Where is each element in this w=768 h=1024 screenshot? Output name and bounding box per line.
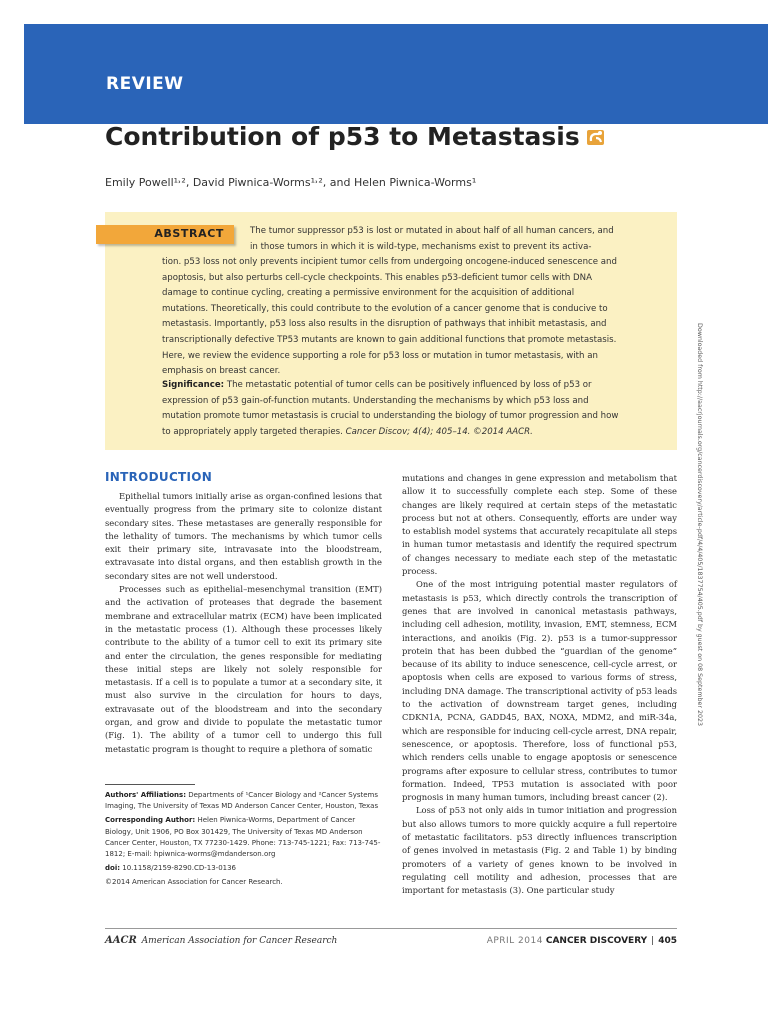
article-title xyxy=(105,122,606,151)
right-column xyxy=(402,472,677,898)
page-number: 405 xyxy=(658,936,677,946)
left-column xyxy=(105,490,382,756)
footnotes xyxy=(105,790,382,892)
footer-divider xyxy=(105,928,677,929)
aacr-logo xyxy=(105,935,337,946)
page-folio xyxy=(487,936,677,946)
doi-note: doi: 10.1158/2159-8290.CD-13-0136 xyxy=(105,864,237,873)
folio-separator: | xyxy=(651,936,655,946)
download-notice: Downloaded from http://aacrjournals.org/cancerdiscovery/article-pdf/4/4/405/1837754/405.pdf by guest on 08 September 2023 xyxy=(696,323,703,726)
significance-label: Significance: xyxy=(162,380,225,390)
corresponding-author-note: Corresponding Author: Helen Piwnica-Worms, Department of Cancer Biology, Unit 1906, PO Box 301429, The University of Texas MD Anderson Cancer Center, Houston, TX 77230-1429. Phone: 713-745-1221; Fax: 713-745-1812; E-mail: hpiwnica-worms@mdanderson.org xyxy=(105,816,381,859)
significance-paragraph xyxy=(162,378,622,440)
open-access-icon xyxy=(586,127,606,147)
footnote-divider xyxy=(105,784,195,785)
section-label: REVIEW xyxy=(106,74,184,94)
paragraph: mutations and changes in gene expression and metabolism that allow it to successfully complete each step. Some of these changes are likely required at certain steps of the metastatic process but not at others. Consequently, efforts are under way to establish model systems that accurately recapitulate all steps in human tumor metastasis and identify the required spectrum of changes necessary to mediate each step of the metastatic process. xyxy=(402,473,677,577)
journal-name: CANCER DISCOVERY xyxy=(545,936,648,946)
doi-link[interactable]: 10.1158/2159-8290.CD-13-0136 xyxy=(122,864,237,873)
paragraph: Epithelial tumors initially arise as organ-confined lesions that eventually progress from the primary site to colonize distant secondary sites. These metastases are generally responsible for the lethality of tumors. The mechanisms by which tumor cells exit their primary site, intravasate into the bloodstream, extravasate into distal organs, and then establish growth in the secondary sites are not well understood. xyxy=(105,491,382,581)
aacr-logo-text: American Association for Cancer Research xyxy=(141,936,338,946)
header-banner xyxy=(24,24,768,124)
article-title-text: Contribution of p53 to Metastasis xyxy=(105,122,580,151)
paragraph: One of the most intriguing potential master regulators of metastasis is p53, which directly controls the transcription of genes that are involved in canonical metastasis pathways, including cell adhesion, motility, invasion, EMT, stemness, ECM interactions, and anoikis (Fig. 2). p53 is a tumor-suppressor protein that has been dubbed the “guardian of the genome” because of its ability to induce senescence, cell-cycle arrest, or apoptosis when cells are exposed to various forms of stress, including DNA damage. The transcriptional activity of p53 leads to the activation of downstream target genes, including CDKN1A, PCNA, GADD45, BAX, NOXA, MDM2, and miR-34a, which are responsible for inducing cell-cycle arrest, DNA repair, senescence, or apoptosis. Therefore, loss of functional p53, which renders cells unable to engage apoptosis or senescence programs after exposure to cellular stress, contributes to tumor formation. Indeed, TP53 mutation is associated with poor prognosis in many human tumors, including breast cancer (2). xyxy=(402,579,677,803)
author-list: Emily Powell¹˒², David Piwnica-Worms¹˒², and Helen Piwnica-Worms¹ xyxy=(105,176,477,189)
abstract-first-lines: The tumor suppressor p53 is lost or mutated in about half of all human cancers, and in those tumors in which it is wild-type, mechanisms exist to prevent its activa- xyxy=(250,226,614,252)
abstract-label: ABSTRACT xyxy=(154,227,224,240)
section-heading-introduction: INTRODUCTION xyxy=(105,470,213,484)
paragraph: Loss of p53 not only aids in tumor initiation and progression but also allows tumors to more quickly acquire a full repertoire of metastatic facilitators. p53 directly influences transcription of genes involved in metastasis (Fig. 2 and Table 1) by binding promoters of a variety of genes known to be involved in regulating cell motility and adhesion, processes that are important for metastasis (3). One particular study xyxy=(402,805,677,896)
citation: Cancer Discov; 4(4); 405–14. ©2014 AACR. xyxy=(345,426,533,437)
issue-date: APRIL 2014 xyxy=(486,936,543,946)
abstract-tag xyxy=(96,225,234,244)
abstract-body: tion. p53 loss not only prevents incipient tumor cells from undergoing oncogene-induced senescence and apoptosis, but also perturbs cell-cycle checkpoints. This enables p53-deficient tumor cells with DNA damage to continue cycling, creating a permissive environment for the acquisition of additional mutations. Theoretically, this could contribute to the evolution of a cancer genome that is conducive to metastasis. Importantly, p53 loss also results in the disruption of pathways that inhibit metastasis, and transcriptionally defective TP53 mutants are known to gain additional functions that promote metastasis. Here, we review the evidence supporting a role for p53 loss or mutation in tumor metastasis, with an emphasis on breast cancer. xyxy=(162,257,617,377)
paragraph: Processes such as epithelial–mesenchymal transition (EMT) and the activation of proteases that degrade the basement membrane and extracellular matrix (ECM) have been implicated in the metastatic process (1). Although these processes likely contribute to the ability of a tumor cell to exit its primary site and enter the circulation, the genes responsible for mediating these initial steps are likely not solely responsible for metastasis. If a cell is to populate a tumor at a secondary site, it must also survive in the circulation for hours to days, extravasate out of the bloodstream and into the secondary organ, and grow and divide to populate the metastatic tumor (Fig. 1). The ability of a tumor cell to undergo this full metastatic program is thought to require a plethora of somatic xyxy=(105,584,382,754)
significance-text: The metastatic potential of tumor cells can be positively influenced by loss of p53 or expression of p53 gain-of-function mutants. Understanding the mechanisms by which p53 loss and mutation promote tumor metastasis is crucial to understanding the biology of tumor progression and how to appropriately apply targeted therapies. xyxy=(162,380,619,437)
affiliations-note: Authors' Affiliations: Departments of ¹Cancer Biology and ²Cancer Systems Imaging, The University of Texas MD Anderson Cancer Center, Houston, Texas xyxy=(105,791,379,811)
aacr-logo-mark: AACR xyxy=(105,935,137,946)
copyright-note: ©2014 American Association for Cancer Research. xyxy=(105,878,283,887)
